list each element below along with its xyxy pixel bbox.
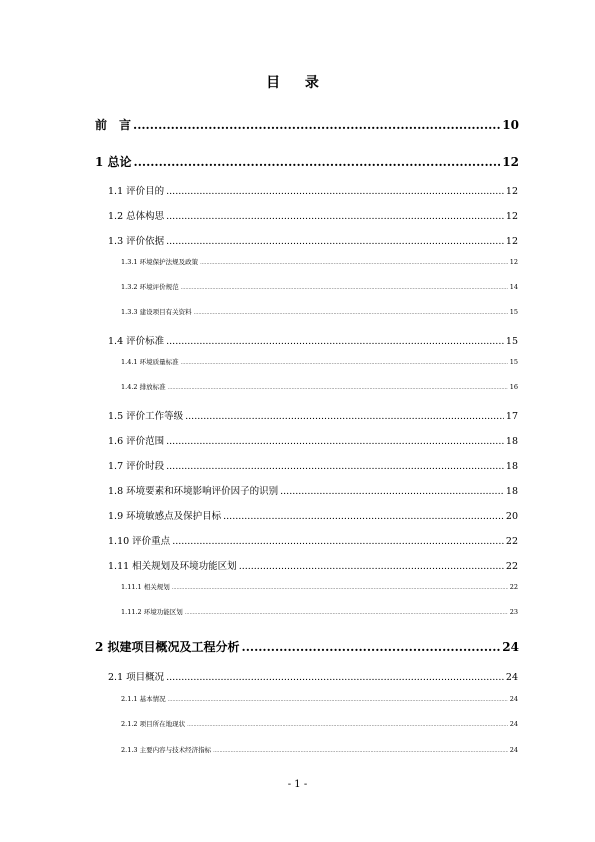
toc-entry[interactable] [108,508,518,522]
toc-entry-page: 23 [509,608,518,616]
toc-leader-dots [239,561,504,572]
toc-entry[interactable] [121,582,518,591]
toc-entry-page: 12 [505,186,518,197]
toc-entry-label: 1.9 环境敏感点及保护目标 [108,511,222,522]
toc-leader-dots [200,260,508,266]
toc-entry[interactable] [108,208,518,222]
toc-entry-page: 12 [509,258,518,266]
toc-entry-page: 24 [502,640,519,654]
toc-entry[interactable] [108,458,518,472]
toc-leader-dots [172,536,504,547]
toc-leader-dots [134,155,501,169]
toc-leader-dots [223,511,504,522]
toc-entry-label: 1.4.1 环境质量标准 [121,358,179,366]
toc-entry-page: 22 [505,536,518,547]
toc-entry-label: 2.1.2 项目所在地现状 [121,720,186,728]
toc-entry-label: 1.11 相关规划及环境功能区划 [108,561,237,572]
toc-entry-page: 12 [502,155,519,169]
toc-entry-page: 18 [505,486,518,497]
toc-entry-page: 15 [509,308,518,316]
toc-entry[interactable] [121,382,518,391]
toc-entry-label: 1.8 环境要素和环境影响评价因子的识别 [108,486,279,497]
toc-entry-page: 18 [505,461,518,472]
toc-entry[interactable] [108,408,518,422]
toc-title: 目 录 [266,75,329,91]
toc-entry[interactable] [108,433,518,447]
page-number: - 1 - [287,779,308,790]
toc-entry[interactable] [108,183,518,197]
toc-leader-dots [242,640,501,654]
toc-entry-page: 10 [502,118,519,132]
toc-entry-page: 16 [509,383,518,391]
toc-leader-dots [185,411,504,422]
toc-entry-page: 24 [509,746,518,754]
toc-entry-label: 1.3.1 环境保护法规及政策 [121,258,199,266]
toc-entry[interactable] [108,483,518,497]
toc-entry-page: 15 [505,336,518,347]
toc-leader-dots [166,186,504,197]
toc-entry-page: 18 [505,436,518,447]
toc-entry[interactable] [95,153,519,170]
toc-entry-label: 1.10 评价重点 [108,536,171,547]
toc-entry-label: 1.6 评价范围 [108,436,165,447]
toc-entry[interactable] [108,558,518,572]
toc-entry-label: 2.1 项目概况 [108,672,165,683]
toc-entry-label: 1.11.1 相关规划 [121,583,170,591]
toc-entry[interactable] [121,307,518,316]
toc-entry[interactable] [121,282,518,291]
toc-leader-dots [166,436,504,447]
toc-entry-page: 22 [509,583,518,591]
toc-entry[interactable] [95,116,519,133]
toc-leader-dots [181,285,508,291]
toc-entry-page: 14 [509,283,518,291]
toc-leader-dots [166,672,504,683]
toc-entry[interactable] [121,694,518,703]
toc-leader-dots [187,722,508,728]
toc-entry-page: 12 [505,236,518,247]
toc-entry-page: 17 [505,411,518,422]
toc-entry[interactable] [121,745,518,754]
toc-leader-dots [194,310,508,316]
toc-entry-label: 1.11.2 环境功能区划 [121,608,183,616]
toc-leader-dots [166,336,504,347]
toc-entry[interactable] [121,257,518,266]
toc-entry-page: 15 [509,358,518,366]
toc-leader-dots [133,118,500,132]
toc-entry-label: 1.5 评价工作等级 [108,411,184,422]
toc-entry[interactable] [121,719,518,728]
toc-entry-label: 1.3.3 建设项目有关资料 [121,308,192,316]
toc-entry-page: 24 [505,672,518,683]
toc-entry-label: 前 言 [95,118,132,132]
toc-entry[interactable] [108,533,518,547]
toc-entry[interactable] [108,669,518,683]
toc-leader-dots [185,610,508,616]
toc-entry[interactable] [108,233,518,247]
toc-entry-label: 2 拟建项目概况及工程分析 [95,640,240,654]
toc-entry-label: 1.1 评价目的 [108,186,165,197]
toc-leader-dots [166,236,504,247]
toc-entry-page: 12 [505,211,518,222]
toc-entry[interactable] [108,333,518,347]
toc-entry-label: 1.4 评价标准 [108,336,165,347]
toc-leader-dots [168,385,508,391]
toc-entry-label: 1.2 总体构思 [108,211,165,222]
toc-entry-label: 1.3 评价依据 [108,236,165,247]
toc-entry-label: 1.3.2 环境评价规范 [121,283,179,291]
toc-leader-dots [166,211,504,222]
toc-leader-dots [172,585,508,591]
toc-entry[interactable] [95,638,519,655]
toc-entry-label: 1.7 评价时段 [108,461,165,472]
toc-entry-page: 22 [505,561,518,572]
toc-entry-label: 1 总论 [95,155,132,169]
toc-entry-label: 2.1.1 基本情况 [121,695,166,703]
toc-entry-page: 24 [509,720,518,728]
toc-leader-dots [280,486,504,497]
toc-leader-dots [213,748,508,754]
toc-entry[interactable] [121,607,518,616]
toc-entry-label: 1.4.2 排放标准 [121,383,166,391]
toc-leader-dots [166,461,504,472]
toc-entry[interactable] [121,357,518,366]
toc-leader-dots [181,360,508,366]
toc-entry-page: 20 [505,511,518,522]
toc-leader-dots [168,697,508,703]
toc-entry-page: 24 [509,695,518,703]
toc-entry-label: 2.1.3 主要内容与技术经济指标 [121,746,212,754]
